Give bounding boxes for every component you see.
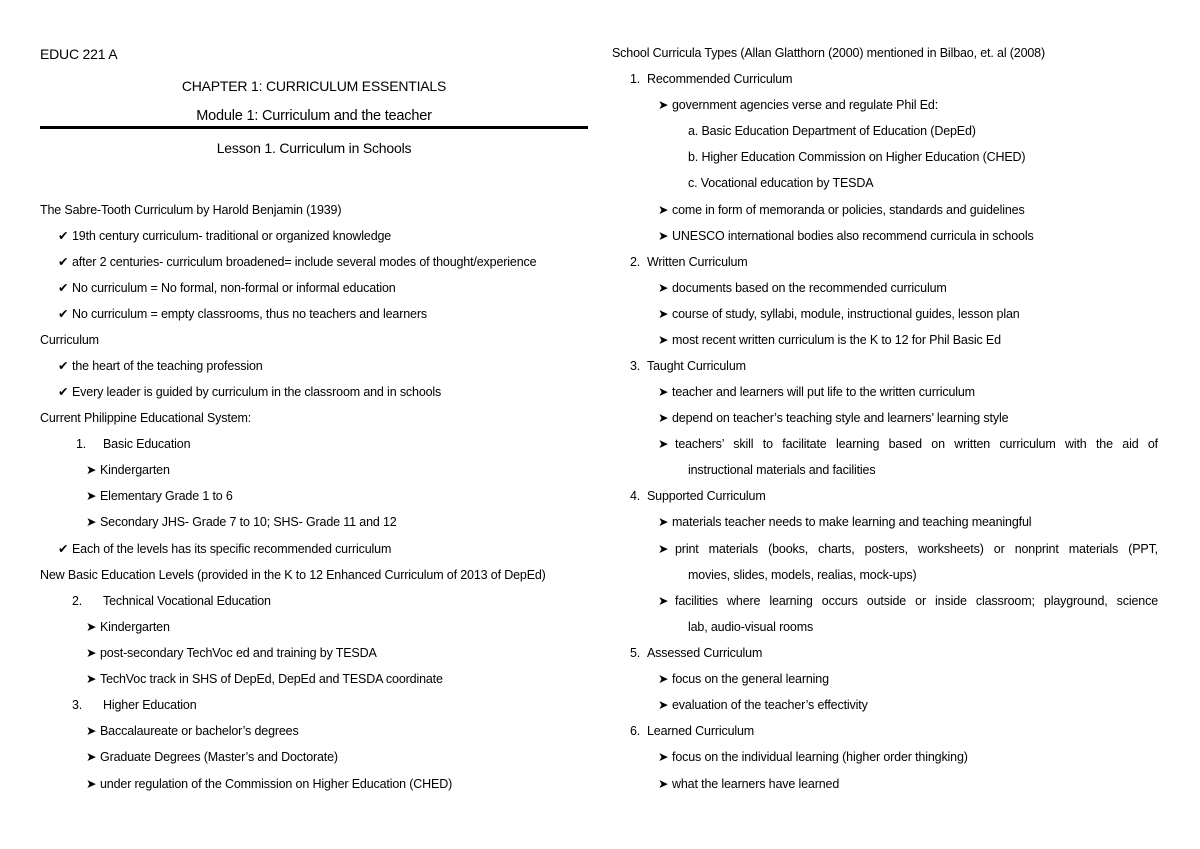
arrow-icon: ➤ [86, 515, 97, 529]
arrow-icon: ➤ [658, 672, 669, 686]
list-item [658, 436, 672, 452]
arrow-icon: ➤ [658, 777, 669, 791]
course-code: EDUC 221 A [40, 46, 118, 62]
list-item: ➤ post-secondary TechVoc ed and training by TESDA [86, 646, 377, 660]
sabre-heading: The Sabre-Tooth Curriculum by Harold Benjamin (1939) [40, 203, 342, 217]
list-item-line: movies, slides, models, realias, mock-ups) [688, 568, 917, 582]
list-item: b. Higher Education Commission on Higher Education (CHED) [688, 150, 1026, 164]
list-item-line: teachers’ skill to facilitate learning based on written curriculum with the aid of [675, 437, 1158, 451]
arrow-icon: ➤ [658, 333, 669, 347]
arrow-icon: ➤ [86, 777, 97, 791]
list-item: ✔ 19th century curriculum- traditional or organized knowledge [58, 229, 392, 243]
check-icon: ✔ [58, 359, 69, 373]
list-item: ➤ evaluation of the teacher’s effectivity [658, 698, 868, 712]
list-item-line: facilities where learning occurs outside or inside classroom; playground, science [675, 594, 1158, 608]
sub-mark: a. [688, 124, 699, 138]
title-rule [40, 126, 588, 129]
arrow-icon: ➤ [658, 437, 669, 451]
written-number: 2. [630, 255, 641, 269]
check-icon: ✔ [58, 229, 69, 243]
list-item: c. Vocational education by TESDA [688, 176, 874, 190]
learned-label: Learned Curriculum [647, 724, 755, 738]
arrow-icon: ➤ [86, 724, 97, 738]
tech-number: 2. [72, 594, 83, 608]
list-item: ➤ course of study, syllabi, module, instructional guides, lesson plan [658, 307, 1020, 321]
arrow-icon: ➤ [658, 515, 669, 529]
curriculum-heading: Curriculum [40, 333, 99, 347]
list-item: ➤ under regulation of the Commission on Higher Education (CHED) [86, 777, 453, 791]
system-heading: Current Philippine Educational System: [40, 411, 252, 425]
list-item: ➤ focus on the general learning [658, 672, 829, 686]
list-item: ➤ come in form of memoranda or policies, standards and guidelines [658, 203, 1025, 217]
check-icon: ✔ [58, 385, 69, 399]
tech-label: Technical Vocational Education [103, 594, 271, 608]
higher-number: 3. [72, 698, 83, 712]
assessed-number: 5. [630, 646, 641, 660]
basic-number: 1. [76, 437, 87, 451]
supported-label: Supported Curriculum [647, 489, 766, 503]
arrow-icon: ➤ [658, 594, 669, 608]
list-item: ✔ No curriculum = empty classrooms, thus no teachers and learners [58, 307, 427, 321]
basic-label: Basic Education [103, 437, 191, 451]
list-item: ✔ Every leader is guided by curriculum in the classroom and in schools [58, 385, 442, 399]
written-label: Written Curriculum [647, 255, 748, 269]
list-item-line: lab, audio-visual rooms [688, 620, 814, 634]
arrow-icon: ➤ [86, 620, 97, 634]
list-item: ✔ Each of the levels has its specific recommended curriculum [58, 542, 392, 556]
list-item: ✔ after 2 centuries- curriculum broadened= include several modes of thought/experience [58, 255, 537, 269]
arrow-icon: ➤ [658, 229, 669, 243]
list-item [658, 541, 672, 557]
list-item: ✔ the heart of the teaching profession [58, 359, 263, 373]
list-item: ➤ government agencies verse and regulate Phil Ed: [658, 98, 939, 112]
list-item: ➤ Elementary Grade 1 to 6 [86, 489, 233, 503]
arrow-icon: ➤ [658, 542, 669, 556]
assessed-label: Assessed Curriculum [647, 646, 763, 660]
taught-number: 3. [630, 359, 641, 373]
list-item: ➤ documents based on the recommended curriculum [658, 281, 947, 295]
curricula-types-heading: School Curricula Types (Allan Glatthorn (2000) mentioned in Bilbao, et. al (2008) [612, 46, 1045, 60]
arrow-icon: ➤ [86, 489, 97, 503]
check-icon: ✔ [58, 255, 69, 269]
list-item: ➤ teacher and learners will put life to the written curriculum [658, 385, 975, 399]
arrow-icon: ➤ [658, 385, 669, 399]
list-item: ➤ Secondary JHS- Grade 7 to 10; SHS- Grade 11 and 12 [86, 515, 397, 529]
taught-label: Taught Curriculum [647, 359, 746, 373]
lesson-title: Lesson 1. Curriculum in Schools [216, 140, 412, 156]
learned-number: 6. [630, 724, 641, 738]
list-item: ➤ what the learners have learned [658, 777, 840, 791]
supported-number: 4. [630, 489, 641, 503]
recommended-label: Recommended Curriculum [647, 72, 793, 86]
arrow-icon: ➤ [86, 672, 97, 686]
list-item: ➤ Graduate Degrees (Master’s and Doctorate) [86, 750, 338, 764]
arrow-icon: ➤ [86, 463, 97, 477]
list-item-line: instructional materials and facilities [688, 463, 876, 477]
arrow-icon: ➤ [658, 203, 669, 217]
list-item: ➤ Kindergarten [86, 463, 170, 477]
arrow-icon: ➤ [658, 98, 669, 112]
higher-label: Higher Education [103, 698, 197, 712]
check-icon: ✔ [58, 281, 69, 295]
list-item: ➤ Baccalaureate or bachelor’s degrees [86, 724, 299, 738]
list-item: ➤ Kindergarten [86, 620, 170, 634]
list-item: ➤ TechVoc track in SHS of DepEd, DepEd and TESDA coordinate [86, 672, 443, 686]
check-icon: ✔ [58, 307, 69, 321]
sub-mark: b. [688, 150, 699, 164]
arrow-icon: ➤ [86, 646, 97, 660]
list-item: ➤ depend on teacher’s teaching style and learners’ learning style [658, 411, 1009, 425]
arrow-icon: ➤ [658, 307, 669, 321]
list-item-line: print materials (books, charts, posters, worksheets) or nonprint materials (PPT, [675, 542, 1158, 556]
arrow-icon: ➤ [658, 411, 669, 425]
arrow-icon: ➤ [658, 750, 669, 764]
check-icon: ✔ [58, 542, 69, 556]
list-item: ➤ UNESCO international bodies also recommend curricula in schools [658, 229, 1034, 243]
arrow-icon: ➤ [658, 281, 669, 295]
arrow-icon: ➤ [86, 750, 97, 764]
list-item: a. Basic Education Department of Education (DepEd) [688, 124, 976, 138]
chapter-title: CHAPTER 1: CURRICULUM ESSENTIALS [181, 78, 447, 94]
arrow-icon: ➤ [658, 698, 669, 712]
list-item [658, 593, 672, 609]
list-item: ➤ materials teacher needs to make learning and teaching meaningful [658, 515, 1032, 529]
module-title: Module 1: Curriculum and the teacher [196, 108, 432, 124]
recommended-number: 1. [630, 72, 641, 86]
list-item: ✔ No curriculum = No formal, non-formal or informal education [58, 281, 396, 295]
new-levels-heading: New Basic Education Levels (provided in the K to 12 Enhanced Curriculum of 2013 of DepEd) [40, 568, 546, 582]
list-item: ➤ focus on the individual learning (higher order thingking) [658, 750, 968, 764]
list-item: ➤ most recent written curriculum is the K to 12 for Phil Basic Ed [658, 333, 1001, 347]
sub-mark: c. [688, 176, 698, 190]
